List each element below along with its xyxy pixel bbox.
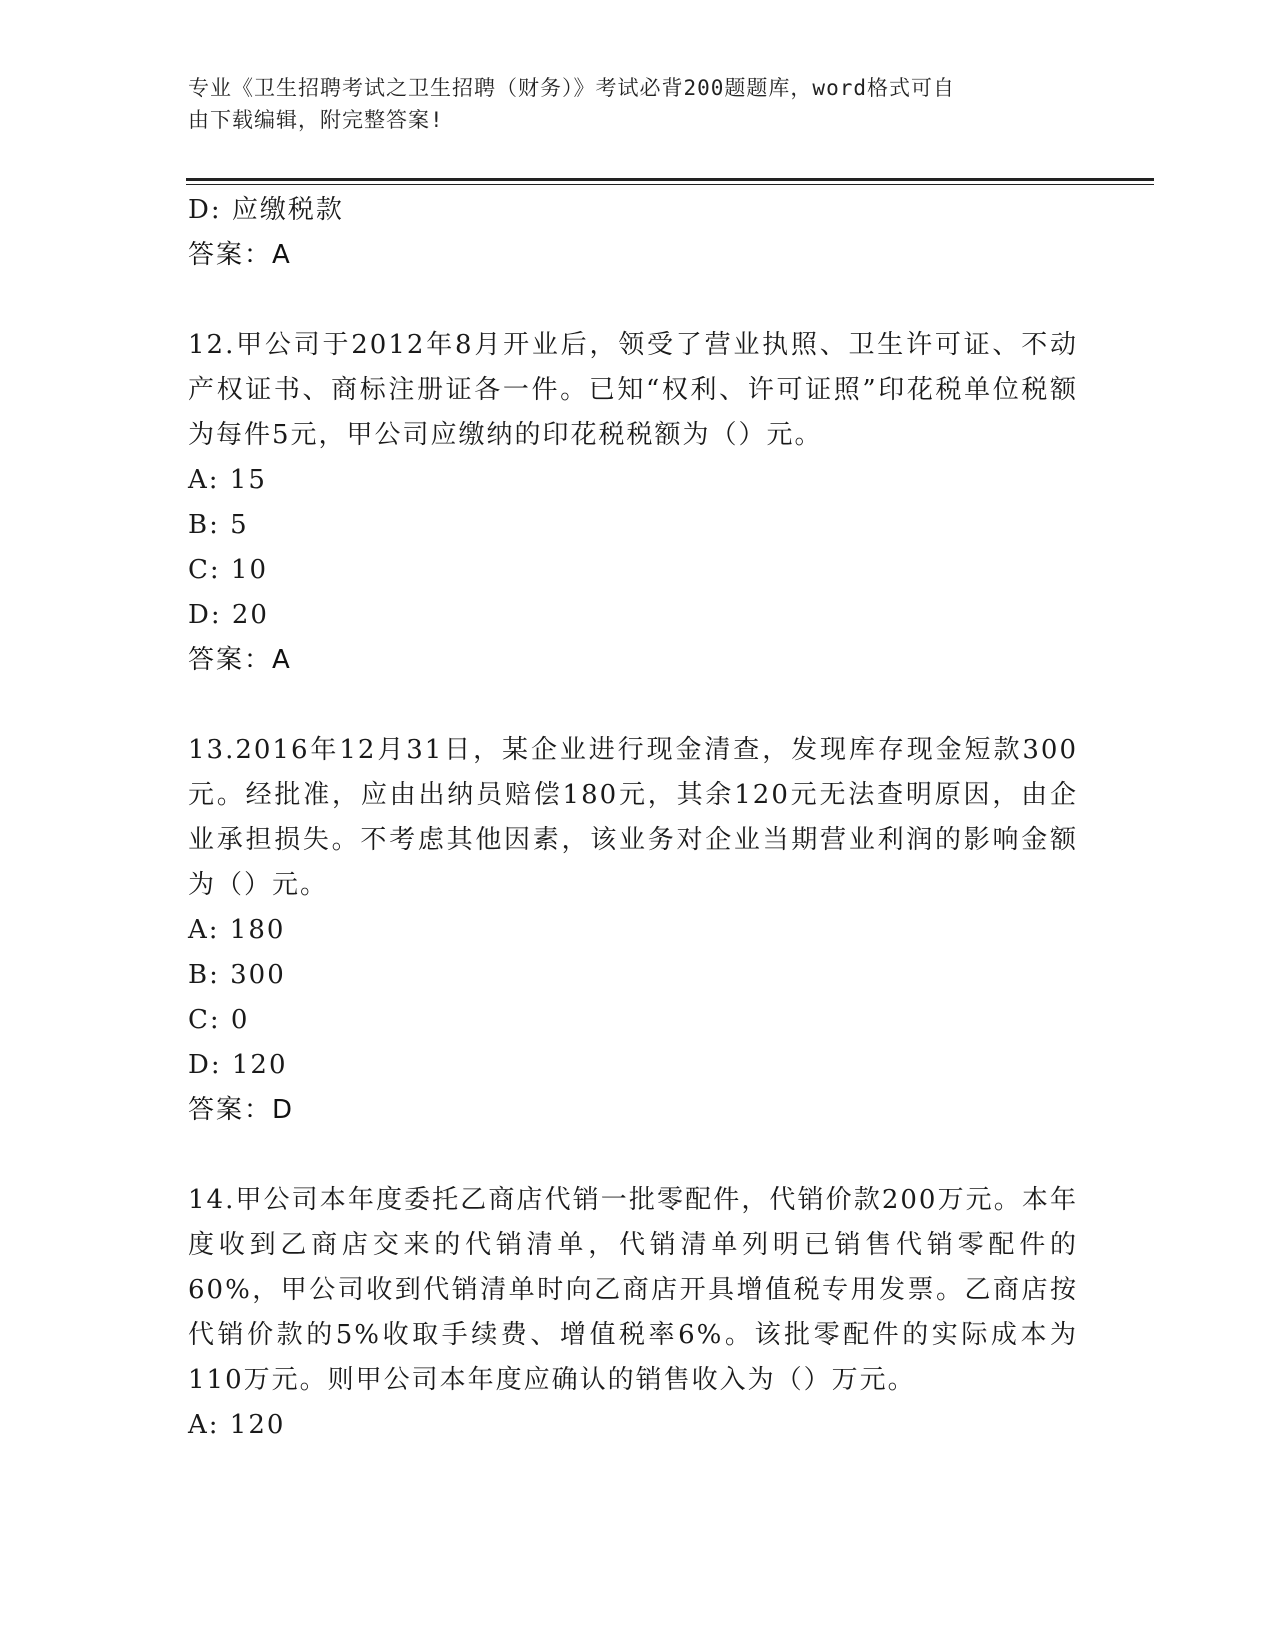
document-header (188, 72, 1068, 136)
header-line-1: 专业《卫生招聘考试之卫生招聘（财务）》考试必背200题题库，word格式可自 (188, 76, 955, 100)
question-13-text: 13.2016年12月31日，某企业进行现金清查，发现库存现金短款300元。经批准，应由出纳员赔偿180元，其余120元无法查明原因，由企业承担损失。不考虑其他因素，该业务对企业当期营业利润的影响金额为（）元。 (188, 735, 1078, 900)
question-13-answer: 答案：D (188, 1095, 295, 1125)
spacer (188, 278, 1078, 323)
question-13-option-a: A: 180 (188, 915, 286, 945)
document-body (188, 188, 1078, 1448)
question-12-option-a: A: 15 (188, 465, 267, 495)
prev-option-d: D: 应缴税款 (188, 195, 344, 225)
prev-answer: 答案：A (188, 240, 292, 270)
header-line-2: 由下载编辑，附完整答案! (188, 108, 444, 132)
question-13-option-d: D: 120 (188, 1050, 288, 1080)
question-12-option-b: B: 5 (188, 510, 249, 540)
spacer (188, 683, 1078, 728)
question-13-option-c: C: 0 (188, 1005, 250, 1035)
spacer (188, 1133, 1078, 1178)
question-12-text: 12.甲公司于2012年8月开业后，领受了营业执照、卫生许可证、不动产权证书、商标注册证各一件。已知“权利、许可证照”印花税单位税额为每件5元，甲公司应缴纳的印花税税额为（）元。 (188, 330, 1078, 450)
question-14-text: 14.甲公司本年度委托乙商店代销一批零配件，代销价款200万元。本年度收到乙商店交来的代销清单，代销清单列明已销售代销零配件的60%，甲公司收到代销清单时向乙商店开具增值税专用发票。乙商店按代销价款的5%收取手续费、增值税率6%。该批零配件的实际成本为110万元。则甲公司本年度应确认的销售收入为（）万元。 (188, 1185, 1078, 1395)
question-13-option-b: B: 300 (188, 960, 286, 990)
header-rule-thin (186, 184, 1154, 185)
header-rule-thick (186, 178, 1154, 181)
question-12-option-c: C: 10 (188, 555, 269, 585)
question-14-option-a: A: 120 (188, 1410, 286, 1440)
question-12-answer: 答案：A (188, 645, 292, 675)
question-12-option-d: D: 20 (188, 600, 269, 630)
